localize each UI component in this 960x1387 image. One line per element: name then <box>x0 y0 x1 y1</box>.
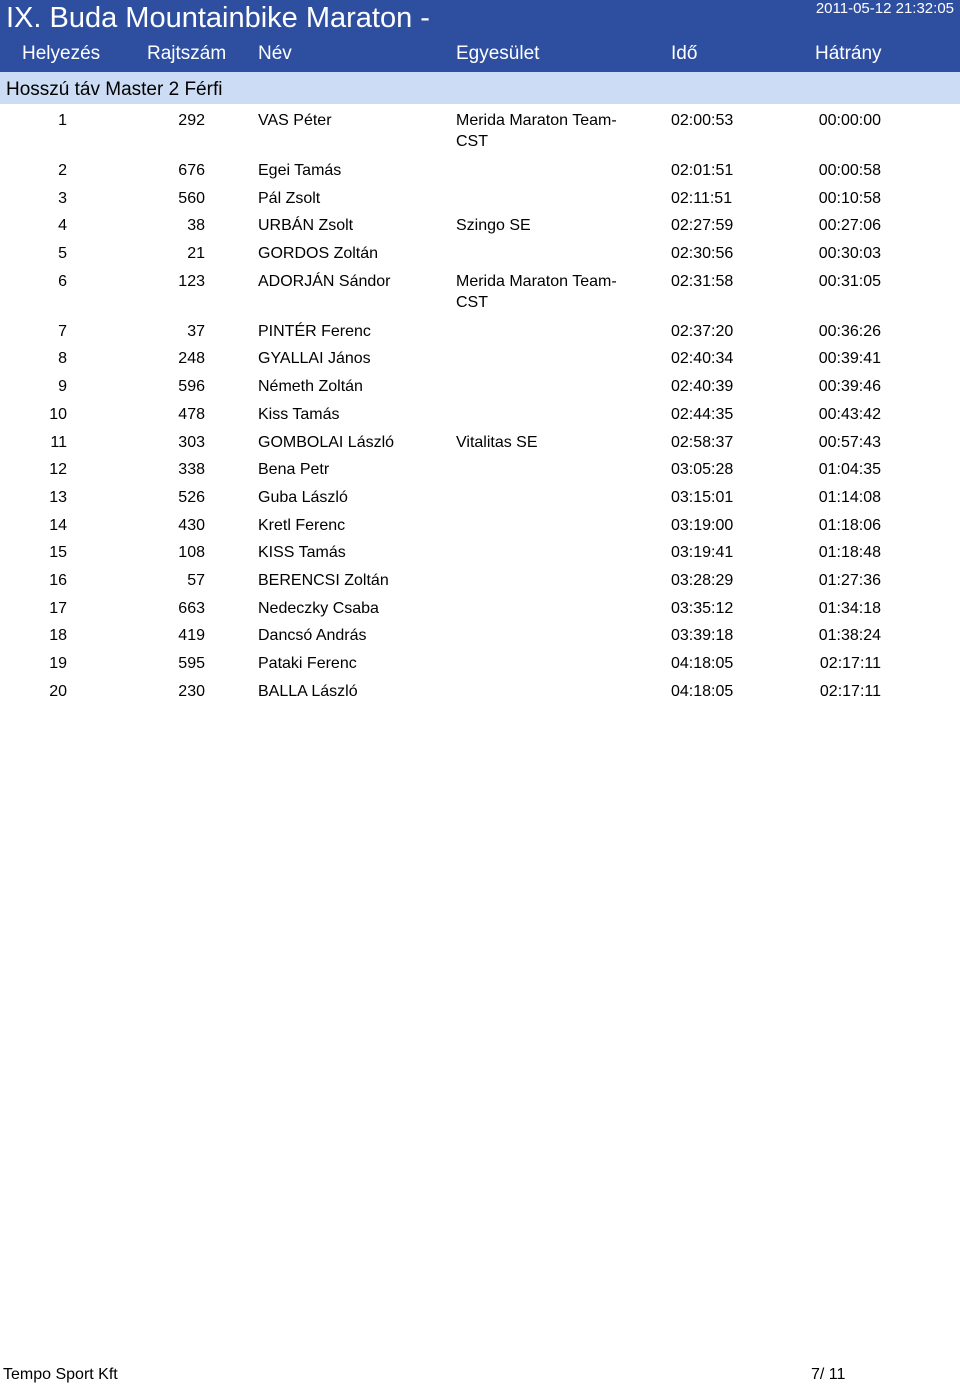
time-cell: 03:39:18 <box>671 627 734 645</box>
time-cell: 03:19:00 <box>671 516 734 534</box>
gap-cell: 01:27:36 <box>818 571 881 589</box>
table-row <box>0 509 960 537</box>
position-cell: 17 <box>49 599 67 617</box>
gap-cell: 01:18:06 <box>818 516 881 534</box>
name-cell: PINTÉR Ferenc <box>258 322 371 340</box>
gap-cell: 00:36:26 <box>818 322 881 340</box>
page-title: IX. Buda Mountainbike Maraton - <box>6 2 430 34</box>
position-cell: 7 <box>58 322 67 340</box>
gap-cell: 02:17:11 <box>819 655 881 672</box>
gap-cell: 02:17:11 <box>819 682 881 700</box>
time-cell: 02:31:58 <box>671 272 734 290</box>
table-row <box>0 675 960 703</box>
gap-cell: 01:14:08 <box>818 488 881 506</box>
time-cell: 02:11:51 <box>671 189 733 207</box>
bib-cell: 123 <box>178 272 205 290</box>
bib-cell: 560 <box>178 189 205 207</box>
table-row <box>0 426 960 454</box>
position-cell: 6 <box>58 272 67 290</box>
column-header-time: Idő <box>671 43 698 64</box>
name-cell: BALLA László <box>258 682 358 700</box>
bib-cell: 526 <box>178 488 205 506</box>
bib-cell: 57 <box>187 571 205 589</box>
time-cell: 04:18:05 <box>671 682 734 700</box>
table-row <box>0 481 960 509</box>
position-cell: 20 <box>49 682 67 700</box>
time-cell: 03:15:01 <box>671 488 734 506</box>
time-cell: 02:30:56 <box>671 245 734 263</box>
name-cell: Nedeczky Csaba <box>258 599 379 617</box>
name-cell: GORDOS Zoltán <box>258 245 379 263</box>
table-row <box>0 370 960 398</box>
gap-cell: 00:43:42 <box>818 405 881 423</box>
position-cell: 10 <box>49 405 67 423</box>
results-table <box>0 104 960 702</box>
bib-cell: 248 <box>178 350 205 368</box>
position-cell: 16 <box>49 571 67 589</box>
club-cell: Merida Maraton Team-CST <box>456 272 617 311</box>
club-cell: Vitalitas SE <box>456 433 538 451</box>
name-cell: BERENCSI Zoltán <box>258 571 389 589</box>
table-row <box>0 315 960 343</box>
bib-cell: 478 <box>178 405 205 423</box>
column-header-gap: Hátrány <box>815 43 882 64</box>
bib-cell: 37 <box>187 322 205 340</box>
name-cell: Pál Zsolt <box>258 189 321 207</box>
bib-cell: 663 <box>178 599 205 617</box>
table-row <box>0 237 960 265</box>
time-cell: 04:18:05 <box>671 655 734 672</box>
bib-cell: 292 <box>178 112 205 129</box>
time-cell: 02:40:34 <box>671 350 734 368</box>
position-cell: 5 <box>58 245 67 263</box>
name-cell: VAS Péter <box>258 112 332 129</box>
time-cell: 02:01:51 <box>671 162 734 179</box>
time-cell: 03:35:12 <box>671 599 734 617</box>
bib-cell: 596 <box>178 378 205 396</box>
bib-cell: 419 <box>178 627 205 645</box>
bib-cell: 676 <box>178 162 205 179</box>
table-row <box>0 536 960 564</box>
position-cell: 11 <box>50 433 67 451</box>
position-cell: 15 <box>49 544 67 562</box>
gap-cell: 01:34:18 <box>818 599 881 617</box>
table-row <box>0 647 960 675</box>
bib-cell: 595 <box>178 655 205 672</box>
gap-cell: 00:00:00 <box>818 112 881 129</box>
position-cell: 9 <box>58 378 67 396</box>
column-header-row <box>0 42 960 68</box>
bib-cell: 38 <box>187 217 205 235</box>
table-row <box>0 154 960 182</box>
time-cell: 02:00:53 <box>671 112 734 129</box>
category-title: Hosszú táv Master 2 Férfi <box>6 79 223 100</box>
time-cell: 02:40:39 <box>671 378 734 396</box>
bib-cell: 338 <box>178 461 205 479</box>
gap-cell: 00:27:06 <box>818 217 881 235</box>
time-cell: 03:05:28 <box>671 461 734 479</box>
name-cell: Guba László <box>258 488 348 506</box>
time-cell: 02:27:59 <box>671 217 734 235</box>
bib-cell: 303 <box>178 433 205 451</box>
bib-cell: 21 <box>187 245 205 263</box>
position-cell: 12 <box>49 461 67 479</box>
name-cell: ADORJÁN Sándor <box>258 272 391 290</box>
gap-cell: 00:31:05 <box>818 272 881 290</box>
gap-cell: 01:04:35 <box>818 461 881 479</box>
gap-cell: 00:00:58 <box>818 162 881 179</box>
gap-cell: 01:18:48 <box>818 544 881 562</box>
name-cell: GOMBOLAI László <box>258 433 395 451</box>
table-row <box>0 342 960 370</box>
column-header-name: Név <box>258 43 292 64</box>
column-header-bib: Rajtszám <box>147 43 227 64</box>
time-cell: 02:37:20 <box>671 322 734 340</box>
time-cell: 02:44:35 <box>671 405 734 423</box>
name-cell: Dancsó András <box>258 627 367 645</box>
table-row <box>0 104 960 154</box>
page-footer <box>0 1366 960 1387</box>
table-row <box>0 619 960 647</box>
gap-cell: 01:38:24 <box>818 627 881 645</box>
time-cell: 02:58:37 <box>671 433 734 451</box>
name-cell: URBÁN Zsolt <box>258 217 354 235</box>
name-cell: Egei Tamás <box>258 162 342 179</box>
position-cell: 1 <box>58 112 67 129</box>
club-cell: Merida Maraton Team-CST <box>456 112 617 150</box>
time-cell: 03:28:29 <box>671 571 734 589</box>
table-row <box>0 182 960 210</box>
position-cell: 18 <box>49 627 67 645</box>
bib-cell: 230 <box>178 682 205 700</box>
table-row <box>0 564 960 592</box>
name-cell: KISS Tamás <box>258 544 346 562</box>
position-cell: 2 <box>58 162 67 179</box>
table-row <box>0 265 960 315</box>
gap-cell: 00:57:43 <box>818 433 881 451</box>
name-cell: Pataki Ferenc <box>258 655 357 672</box>
position-cell: 8 <box>58 350 67 368</box>
table-row <box>0 398 960 426</box>
name-cell: Kiss Tamás <box>258 405 340 423</box>
position-cell: 19 <box>49 655 67 672</box>
table-row <box>0 209 960 237</box>
position-cell: 13 <box>49 488 67 506</box>
bib-cell: 108 <box>178 544 205 562</box>
position-cell: 14 <box>49 516 67 534</box>
gap-cell: 00:39:41 <box>818 350 881 368</box>
gap-cell: 00:30:03 <box>818 245 881 263</box>
bib-cell: 430 <box>178 516 205 534</box>
gap-cell: 00:39:46 <box>818 378 881 396</box>
gap-cell: 00:10:58 <box>818 189 881 207</box>
name-cell: Németh Zoltán <box>258 378 363 396</box>
category-header <box>0 72 960 104</box>
table-row <box>0 453 960 481</box>
club-cell: Szingo SE <box>456 217 531 235</box>
name-cell: Kretl Ferenc <box>258 516 346 534</box>
time-cell: 03:19:41 <box>671 544 734 562</box>
header-banner <box>0 0 960 72</box>
table-row <box>0 592 960 620</box>
name-cell: Bena Petr <box>258 461 330 479</box>
position-cell: 4 <box>58 217 67 235</box>
timestamp: 2011-05-12 21:32:05 <box>815 0 954 17</box>
position-cell: 3 <box>58 189 67 207</box>
name-cell: GYALLAI János <box>258 350 371 368</box>
footer-page-number: 7/ 11 <box>811 1366 846 1383</box>
column-header-club: Egyesület <box>456 43 540 64</box>
column-header-position: Helyezés <box>22 43 101 64</box>
footer-company: Tempo Sport Kft <box>3 1366 118 1383</box>
